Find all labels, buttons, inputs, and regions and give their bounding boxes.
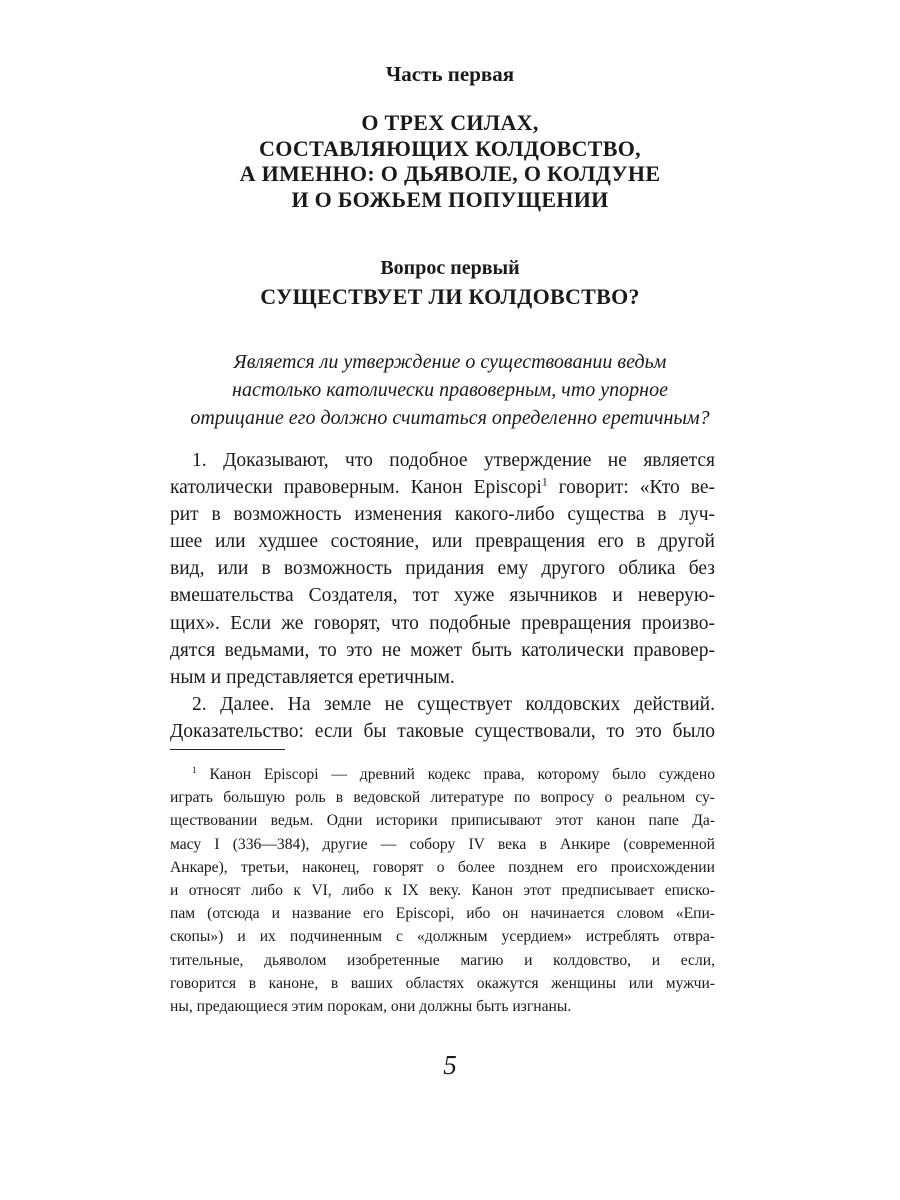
- body-fragment: говорит: «Кто ве-: [558, 477, 715, 499]
- footnote-fragment: Канон Episcopi — древний кодекс права, которому было суждено: [209, 766, 715, 783]
- footnote-line: тительные, дьяволом изобретенные магию и колдовство, и если,: [170, 951, 715, 969]
- footnote-line: говорится в каноне, в ваших областях окажутся женщины или мужчи-: [170, 974, 715, 992]
- footnote-line: ны, предающиеся этим порокам, они должны быть изгнаны.: [170, 998, 572, 1016]
- body-line: 2. Далее. На земле не существует колдовских действий.: [192, 693, 715, 715]
- part-title-line: СОСТАВЛЯЮЩИХ КОЛДОВСТВО,: [259, 135, 641, 161]
- footnote-line: ществовании ведьм. Одни историки приписывают этот канон папе Да-: [170, 812, 715, 830]
- body-line: 1. Доказывают, что подобное утверждение не является: [192, 450, 715, 471]
- footnote-line: пам (отсюда и название его Episcopi, ибо он начинается словом «Епи-: [170, 905, 715, 923]
- footnote-line: и относят либо к VI, либо к IX веку. Канон этот предписывает еписко-: [170, 882, 715, 900]
- body-line: ным и представляется еретичным.: [170, 666, 455, 688]
- body-line: вмешательства Создателя, тот хуже язычников и неверую-: [170, 585, 715, 607]
- part-title-line: И О БОЖЬЕМ ПОПУЩЕНИИ: [291, 186, 609, 212]
- epigraph-line: Является ли утверждение о существовании ведьм: [233, 351, 667, 373]
- part-title-line: А ИМЕННО: О ДЬЯВОЛЕ, О КОЛДУНЕ: [239, 161, 661, 186]
- epigraph-line: отрицание его должно считаться определенно еретичным?: [190, 407, 710, 429]
- epigraph-line: настолько католически правоверным, что упорное: [232, 379, 668, 401]
- footnote-ref[interactable]: 1: [541, 475, 548, 489]
- footnote: [170, 763, 715, 1018]
- footnote-line: скопы») и их подчиненным с «должным усердием» истреблять отвра-: [170, 928, 715, 946]
- body-line: рит в возможность изменения какого-либо существа в луч-: [170, 504, 715, 526]
- footnote-line: играть большую роль в ведовской литературе по вопросу о реальном су-: [170, 789, 715, 807]
- body-line: Доказательство: если бы таковые существовали, то это было: [170, 720, 715, 742]
- question-title: СУЩЕСТВУЕТ ЛИ КОЛДОВСТВО?: [260, 284, 640, 309]
- body-line: вид, или в возможность придания ему другого облика без: [170, 558, 715, 580]
- question-label: Вопрос первый: [380, 257, 520, 279]
- part-label: Часть первая: [385, 62, 515, 86]
- footnote-line: масу I (336—384), другие — собору IV века в Анкире (современной: [170, 835, 715, 853]
- page-number: 5: [443, 1050, 457, 1080]
- body-line: шее или худшее состояние, или превращения его в другой: [170, 531, 715, 553]
- body-fragment: католически правоверным. Канон Episcopi: [170, 477, 542, 499]
- footnote-marker: 1: [192, 765, 197, 776]
- footnote-line: Анкаре), третьи, наконец, говорят о более позднем его происхождении: [170, 858, 715, 876]
- epigraph: [120, 348, 780, 432]
- body-line: щих». Если же говорят, что подобные превращения произво-: [170, 612, 715, 634]
- footnote-line: [170, 763, 715, 786]
- body-line: [170, 474, 715, 501]
- footnote-divider: [170, 749, 285, 750]
- body-text: [170, 447, 715, 745]
- part-title-line: О ТРЕХ СИЛАХ,: [361, 110, 539, 135]
- body-line: дятся ведьмами, то это не может быть католически правовер-: [170, 639, 715, 661]
- part-title: [120, 110, 780, 212]
